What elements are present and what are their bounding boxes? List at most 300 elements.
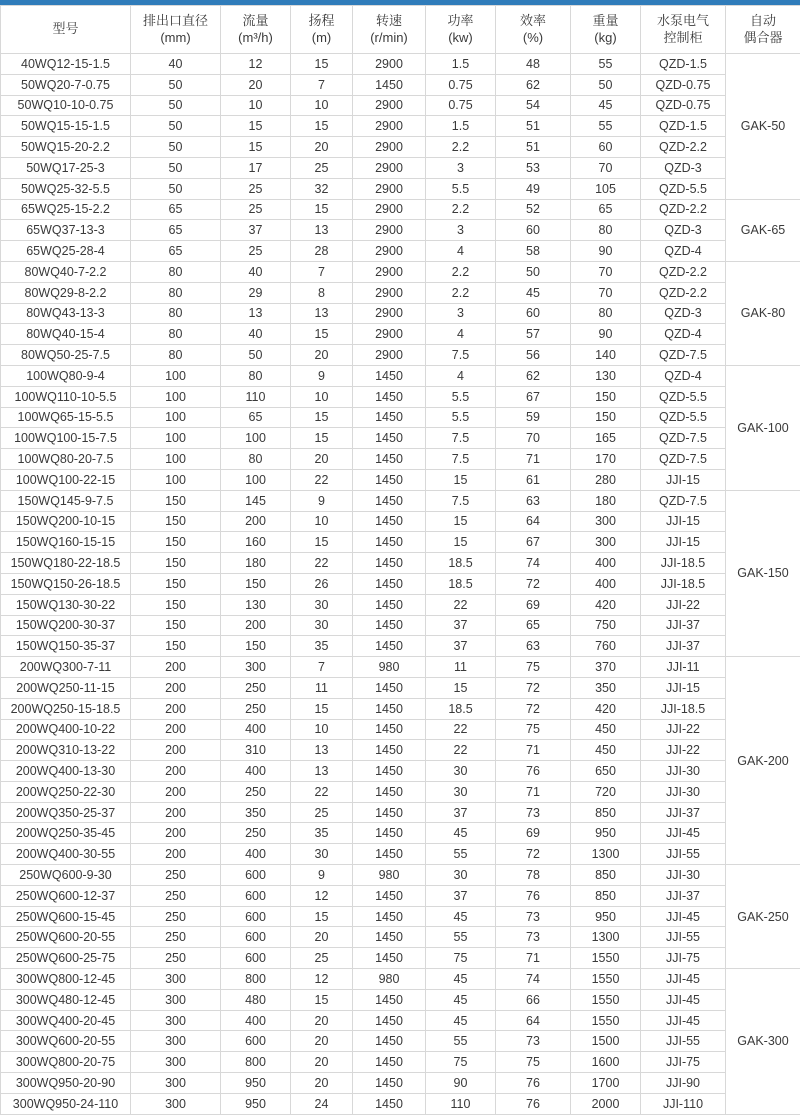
table-row bbox=[1, 1031, 800, 1052]
cell-flow: 400 bbox=[221, 1010, 291, 1031]
cell-diameter: 200 bbox=[131, 698, 221, 719]
cell-efficiency: 72 bbox=[496, 677, 571, 698]
table-row bbox=[1, 885, 800, 906]
cell-power: 5.5 bbox=[426, 178, 496, 199]
cell-head: 10 bbox=[291, 511, 353, 532]
table-row bbox=[1, 1052, 800, 1073]
cell-power: 30 bbox=[426, 781, 496, 802]
table-row bbox=[1, 615, 800, 636]
cell-speed: 2900 bbox=[353, 345, 426, 366]
cell-head: 25 bbox=[291, 948, 353, 969]
header-row bbox=[1, 6, 800, 54]
cell-head: 30 bbox=[291, 844, 353, 865]
table-row bbox=[1, 719, 800, 740]
cell-speed: 1450 bbox=[353, 677, 426, 698]
cell-diameter: 65 bbox=[131, 199, 221, 220]
cell-efficiency: 71 bbox=[496, 449, 571, 470]
column-header-coupler: 自动 偶合器 bbox=[726, 6, 800, 54]
cell-cabinet: QZD-3 bbox=[641, 220, 726, 241]
table-row bbox=[1, 490, 800, 511]
cell-power: 2.2 bbox=[426, 282, 496, 303]
cell-weight: 150 bbox=[571, 407, 641, 428]
cell-weight: 90 bbox=[571, 324, 641, 345]
cell-head: 22 bbox=[291, 469, 353, 490]
cell-head: 25 bbox=[291, 157, 353, 178]
cell-model: 200WQ400-30-55 bbox=[1, 844, 131, 865]
cell-diameter: 200 bbox=[131, 802, 221, 823]
cell-flow: 250 bbox=[221, 781, 291, 802]
cell-power: 1.5 bbox=[426, 54, 496, 75]
cell-head: 15 bbox=[291, 428, 353, 449]
cell-power: 55 bbox=[426, 1031, 496, 1052]
cell-efficiency: 75 bbox=[496, 719, 571, 740]
cell-head: 30 bbox=[291, 594, 353, 615]
cell-flow: 400 bbox=[221, 761, 291, 782]
cell-head: 13 bbox=[291, 761, 353, 782]
cell-cabinet: QZD-0.75 bbox=[641, 95, 726, 116]
cell-head: 32 bbox=[291, 178, 353, 199]
cell-model: 200WQ400-10-22 bbox=[1, 719, 131, 740]
cell-cabinet: QZD-2.2 bbox=[641, 199, 726, 220]
cell-model: 200WQ300-7-11 bbox=[1, 657, 131, 678]
cell-head: 9 bbox=[291, 865, 353, 886]
cell-model: 65WQ25-28-4 bbox=[1, 241, 131, 262]
cell-speed: 1450 bbox=[353, 636, 426, 657]
table-row bbox=[1, 677, 800, 698]
table-row bbox=[1, 698, 800, 719]
cell-power: 4 bbox=[426, 324, 496, 345]
cell-cabinet: JJI-30 bbox=[641, 781, 726, 802]
cell-efficiency: 60 bbox=[496, 220, 571, 241]
cell-diameter: 80 bbox=[131, 282, 221, 303]
cell-efficiency: 75 bbox=[496, 657, 571, 678]
cell-efficiency: 69 bbox=[496, 594, 571, 615]
cell-speed: 1450 bbox=[353, 532, 426, 553]
cell-coupler-group: GAK-100 bbox=[726, 365, 800, 490]
cell-efficiency: 56 bbox=[496, 345, 571, 366]
cell-efficiency: 78 bbox=[496, 865, 571, 886]
cell-cabinet: JJI-45 bbox=[641, 906, 726, 927]
table-row bbox=[1, 54, 800, 75]
cell-flow: 600 bbox=[221, 948, 291, 969]
cell-model: 50WQ10-10-0.75 bbox=[1, 95, 131, 116]
cell-power: 22 bbox=[426, 740, 496, 761]
cell-efficiency: 49 bbox=[496, 178, 571, 199]
table-row bbox=[1, 178, 800, 199]
table-row bbox=[1, 989, 800, 1010]
cell-weight: 720 bbox=[571, 781, 641, 802]
cell-cabinet: QZD-7.5 bbox=[641, 449, 726, 470]
cell-power: 7.5 bbox=[426, 428, 496, 449]
cell-head: 12 bbox=[291, 969, 353, 990]
column-header-cabinet: 水泵电气 控制柜 bbox=[641, 6, 726, 54]
table-row bbox=[1, 449, 800, 470]
cell-head: 15 bbox=[291, 407, 353, 428]
cell-head: 11 bbox=[291, 677, 353, 698]
cell-diameter: 80 bbox=[131, 345, 221, 366]
cell-head: 20 bbox=[291, 1052, 353, 1073]
cell-coupler-group: GAK-250 bbox=[726, 865, 800, 969]
cell-speed: 2900 bbox=[353, 178, 426, 199]
cell-efficiency: 76 bbox=[496, 1073, 571, 1094]
table-row bbox=[1, 1073, 800, 1094]
table-row bbox=[1, 469, 800, 490]
cell-power: 45 bbox=[426, 989, 496, 1010]
cell-cabinet: QZD-5.5 bbox=[641, 386, 726, 407]
cell-cabinet: QZD-2.2 bbox=[641, 261, 726, 282]
cell-efficiency: 74 bbox=[496, 553, 571, 574]
table-row bbox=[1, 844, 800, 865]
cell-cabinet: JJI-18.5 bbox=[641, 698, 726, 719]
cell-efficiency: 72 bbox=[496, 698, 571, 719]
cell-speed: 2900 bbox=[353, 95, 426, 116]
cell-flow: 800 bbox=[221, 1052, 291, 1073]
column-header-power: 功率 (kw) bbox=[426, 6, 496, 54]
cell-efficiency: 71 bbox=[496, 781, 571, 802]
cell-efficiency: 58 bbox=[496, 241, 571, 262]
cell-weight: 70 bbox=[571, 157, 641, 178]
table-row bbox=[1, 282, 800, 303]
cell-speed: 1450 bbox=[353, 1031, 426, 1052]
cell-flow: 25 bbox=[221, 241, 291, 262]
cell-speed: 2900 bbox=[353, 220, 426, 241]
cell-model: 50WQ15-20-2.2 bbox=[1, 137, 131, 158]
cell-flow: 310 bbox=[221, 740, 291, 761]
cell-coupler-group: GAK-200 bbox=[726, 657, 800, 865]
cell-power: 37 bbox=[426, 615, 496, 636]
cell-cabinet: QZD-5.5 bbox=[641, 407, 726, 428]
cell-power: 45 bbox=[426, 823, 496, 844]
cell-head: 13 bbox=[291, 303, 353, 324]
cell-flow: 350 bbox=[221, 802, 291, 823]
cell-efficiency: 48 bbox=[496, 54, 571, 75]
cell-weight: 750 bbox=[571, 615, 641, 636]
cell-cabinet: JJI-22 bbox=[641, 594, 726, 615]
cell-flow: 29 bbox=[221, 282, 291, 303]
cell-efficiency: 74 bbox=[496, 969, 571, 990]
cell-model: 80WQ40-7-2.2 bbox=[1, 261, 131, 282]
cell-weight: 130 bbox=[571, 365, 641, 386]
cell-weight: 55 bbox=[571, 116, 641, 137]
cell-head: 20 bbox=[291, 927, 353, 948]
cell-model: 300WQ950-24-110 bbox=[1, 1093, 131, 1114]
cell-speed: 1450 bbox=[353, 948, 426, 969]
cell-power: 2.2 bbox=[426, 137, 496, 158]
cell-diameter: 50 bbox=[131, 137, 221, 158]
column-header-diameter: 排出口直径 (mm) bbox=[131, 6, 221, 54]
cell-head: 20 bbox=[291, 345, 353, 366]
cell-efficiency: 62 bbox=[496, 74, 571, 95]
cell-head: 15 bbox=[291, 698, 353, 719]
cell-speed: 1450 bbox=[353, 449, 426, 470]
cell-diameter: 200 bbox=[131, 761, 221, 782]
cell-speed: 2900 bbox=[353, 157, 426, 178]
cell-weight: 70 bbox=[571, 282, 641, 303]
column-header-speed: 转速 (r/min) bbox=[353, 6, 426, 54]
cell-head: 22 bbox=[291, 553, 353, 574]
table-row bbox=[1, 95, 800, 116]
cell-flow: 600 bbox=[221, 906, 291, 927]
cell-diameter: 200 bbox=[131, 844, 221, 865]
cell-efficiency: 57 bbox=[496, 324, 571, 345]
cell-diameter: 300 bbox=[131, 1031, 221, 1052]
cell-flow: 25 bbox=[221, 178, 291, 199]
cell-cabinet: JJI-90 bbox=[641, 1073, 726, 1094]
cell-power: 37 bbox=[426, 802, 496, 823]
cell-flow: 145 bbox=[221, 490, 291, 511]
cell-cabinet: JJI-45 bbox=[641, 969, 726, 990]
cell-cabinet: JJI-18.5 bbox=[641, 553, 726, 574]
cell-head: 15 bbox=[291, 532, 353, 553]
cell-speed: 980 bbox=[353, 865, 426, 886]
cell-power: 55 bbox=[426, 927, 496, 948]
cell-diameter: 300 bbox=[131, 1052, 221, 1073]
column-header-head: 扬程 (m) bbox=[291, 6, 353, 54]
cell-flow: 100 bbox=[221, 469, 291, 490]
table-row bbox=[1, 594, 800, 615]
cell-efficiency: 60 bbox=[496, 303, 571, 324]
cell-cabinet: JJI-15 bbox=[641, 511, 726, 532]
cell-weight: 1700 bbox=[571, 1073, 641, 1094]
cell-weight: 180 bbox=[571, 490, 641, 511]
cell-efficiency: 52 bbox=[496, 199, 571, 220]
cell-model: 80WQ50-25-7.5 bbox=[1, 345, 131, 366]
cell-speed: 1450 bbox=[353, 490, 426, 511]
cell-head: 12 bbox=[291, 885, 353, 906]
cell-efficiency: 75 bbox=[496, 1052, 571, 1073]
table-row bbox=[1, 657, 800, 678]
cell-flow: 100 bbox=[221, 428, 291, 449]
cell-power: 3 bbox=[426, 220, 496, 241]
cell-flow: 800 bbox=[221, 969, 291, 990]
cell-flow: 20 bbox=[221, 74, 291, 95]
cell-power: 5.5 bbox=[426, 386, 496, 407]
cell-diameter: 300 bbox=[131, 969, 221, 990]
table-row bbox=[1, 157, 800, 178]
cell-efficiency: 73 bbox=[496, 802, 571, 823]
cell-model: 150WQ130-30-22 bbox=[1, 594, 131, 615]
cell-efficiency: 67 bbox=[496, 532, 571, 553]
cell-speed: 1450 bbox=[353, 989, 426, 1010]
cell-power: 7.5 bbox=[426, 345, 496, 366]
cell-speed: 1450 bbox=[353, 386, 426, 407]
cell-speed: 1450 bbox=[353, 885, 426, 906]
cell-head: 15 bbox=[291, 54, 353, 75]
cell-cabinet: QZD-7.5 bbox=[641, 490, 726, 511]
cell-diameter: 80 bbox=[131, 303, 221, 324]
cell-weight: 650 bbox=[571, 761, 641, 782]
cell-diameter: 250 bbox=[131, 927, 221, 948]
column-header-efficiency: 效率 (%) bbox=[496, 6, 571, 54]
cell-model: 200WQ250-22-30 bbox=[1, 781, 131, 802]
cell-flow: 65 bbox=[221, 407, 291, 428]
cell-model: 100WQ110-10-5.5 bbox=[1, 386, 131, 407]
cell-model: 100WQ100-22-15 bbox=[1, 469, 131, 490]
cell-flow: 50 bbox=[221, 345, 291, 366]
cell-cabinet: QZD-2.2 bbox=[641, 137, 726, 158]
cell-speed: 1450 bbox=[353, 719, 426, 740]
cell-diameter: 100 bbox=[131, 449, 221, 470]
cell-cabinet: JJI-55 bbox=[641, 927, 726, 948]
cell-speed: 1450 bbox=[353, 615, 426, 636]
cell-flow: 400 bbox=[221, 719, 291, 740]
cell-coupler-group: GAK-50 bbox=[726, 54, 800, 200]
cell-flow: 480 bbox=[221, 989, 291, 1010]
cell-weight: 1300 bbox=[571, 927, 641, 948]
cell-diameter: 100 bbox=[131, 365, 221, 386]
cell-head: 9 bbox=[291, 365, 353, 386]
cell-speed: 2900 bbox=[353, 282, 426, 303]
table-row bbox=[1, 802, 800, 823]
cell-cabinet: JJI-37 bbox=[641, 615, 726, 636]
cell-weight: 170 bbox=[571, 449, 641, 470]
cell-weight: 55 bbox=[571, 54, 641, 75]
cell-weight: 45 bbox=[571, 95, 641, 116]
cell-power: 75 bbox=[426, 948, 496, 969]
cell-head: 7 bbox=[291, 261, 353, 282]
cell-model: 250WQ600-20-55 bbox=[1, 927, 131, 948]
cell-diameter: 80 bbox=[131, 261, 221, 282]
cell-power: 0.75 bbox=[426, 95, 496, 116]
cell-model: 250WQ600-9-30 bbox=[1, 865, 131, 886]
cell-speed: 2900 bbox=[353, 54, 426, 75]
cell-cabinet: QZD-1.5 bbox=[641, 116, 726, 137]
cell-model: 50WQ20-7-0.75 bbox=[1, 74, 131, 95]
cell-weight: 420 bbox=[571, 594, 641, 615]
cell-power: 2.2 bbox=[426, 199, 496, 220]
cell-flow: 15 bbox=[221, 116, 291, 137]
cell-diameter: 150 bbox=[131, 490, 221, 511]
cell-head: 10 bbox=[291, 386, 353, 407]
cell-diameter: 100 bbox=[131, 407, 221, 428]
cell-weight: 165 bbox=[571, 428, 641, 449]
table-row bbox=[1, 781, 800, 802]
cell-weight: 105 bbox=[571, 178, 641, 199]
cell-coupler-group: GAK-150 bbox=[726, 490, 800, 656]
cell-power: 45 bbox=[426, 906, 496, 927]
cell-coupler-group: GAK-65 bbox=[726, 199, 800, 261]
cell-speed: 1450 bbox=[353, 365, 426, 386]
cell-model: 300WQ400-20-45 bbox=[1, 1010, 131, 1031]
cell-weight: 1550 bbox=[571, 989, 641, 1010]
cell-power: 15 bbox=[426, 677, 496, 698]
cell-efficiency: 72 bbox=[496, 844, 571, 865]
cell-diameter: 200 bbox=[131, 823, 221, 844]
cell-diameter: 50 bbox=[131, 116, 221, 137]
cell-flow: 600 bbox=[221, 885, 291, 906]
cell-cabinet: QZD-7.5 bbox=[641, 428, 726, 449]
column-header-model: 型号 bbox=[1, 6, 131, 54]
table-row bbox=[1, 407, 800, 428]
table-row bbox=[1, 636, 800, 657]
cell-head: 30 bbox=[291, 615, 353, 636]
cell-head: 28 bbox=[291, 241, 353, 262]
cell-efficiency: 63 bbox=[496, 490, 571, 511]
table-row bbox=[1, 969, 800, 990]
cell-flow: 250 bbox=[221, 677, 291, 698]
cell-model: 150WQ180-22-18.5 bbox=[1, 553, 131, 574]
cell-model: 300WQ600-20-55 bbox=[1, 1031, 131, 1052]
table-row bbox=[1, 199, 800, 220]
table-row bbox=[1, 573, 800, 594]
cell-cabinet: JJI-55 bbox=[641, 1031, 726, 1052]
cell-power: 5.5 bbox=[426, 407, 496, 428]
cell-cabinet: JJI-45 bbox=[641, 823, 726, 844]
cell-speed: 1450 bbox=[353, 698, 426, 719]
cell-power: 37 bbox=[426, 885, 496, 906]
cell-flow: 600 bbox=[221, 865, 291, 886]
cell-flow: 600 bbox=[221, 1031, 291, 1052]
cell-flow: 950 bbox=[221, 1093, 291, 1114]
cell-speed: 1450 bbox=[353, 761, 426, 782]
cell-cabinet: JJI-110 bbox=[641, 1093, 726, 1114]
table-row bbox=[1, 324, 800, 345]
cell-model: 150WQ150-26-18.5 bbox=[1, 573, 131, 594]
cell-speed: 2900 bbox=[353, 241, 426, 262]
cell-speed: 2900 bbox=[353, 116, 426, 137]
cell-cabinet: QZD-5.5 bbox=[641, 178, 726, 199]
table-row bbox=[1, 1093, 800, 1114]
cell-cabinet: JJI-11 bbox=[641, 657, 726, 678]
cell-head: 15 bbox=[291, 906, 353, 927]
cell-model: 80WQ43-13-3 bbox=[1, 303, 131, 324]
cell-diameter: 250 bbox=[131, 906, 221, 927]
cell-cabinet: QZD-4 bbox=[641, 241, 726, 262]
cell-weight: 1500 bbox=[571, 1031, 641, 1052]
cell-diameter: 250 bbox=[131, 885, 221, 906]
cell-speed: 1450 bbox=[353, 594, 426, 615]
cell-diameter: 150 bbox=[131, 636, 221, 657]
cell-efficiency: 51 bbox=[496, 116, 571, 137]
cell-power: 1.5 bbox=[426, 116, 496, 137]
cell-efficiency: 61 bbox=[496, 469, 571, 490]
cell-weight: 760 bbox=[571, 636, 641, 657]
cell-head: 26 bbox=[291, 573, 353, 594]
cell-power: 90 bbox=[426, 1073, 496, 1094]
cell-weight: 950 bbox=[571, 906, 641, 927]
cell-coupler-group: GAK-300 bbox=[726, 969, 800, 1115]
cell-diameter: 150 bbox=[131, 573, 221, 594]
cell-head: 13 bbox=[291, 220, 353, 241]
cell-flow: 25 bbox=[221, 199, 291, 220]
table-row bbox=[1, 906, 800, 927]
cell-head: 20 bbox=[291, 1010, 353, 1031]
cell-flow: 150 bbox=[221, 573, 291, 594]
table-row bbox=[1, 1010, 800, 1031]
table-row bbox=[1, 386, 800, 407]
cell-flow: 600 bbox=[221, 927, 291, 948]
cell-efficiency: 69 bbox=[496, 823, 571, 844]
cell-speed: 1450 bbox=[353, 906, 426, 927]
cell-cabinet: JJI-45 bbox=[641, 1010, 726, 1031]
cell-flow: 40 bbox=[221, 261, 291, 282]
cell-model: 100WQ80-20-7.5 bbox=[1, 449, 131, 470]
cell-flow: 37 bbox=[221, 220, 291, 241]
cell-model: 40WQ12-15-1.5 bbox=[1, 54, 131, 75]
table-row bbox=[1, 428, 800, 449]
cell-model: 50WQ25-32-5.5 bbox=[1, 178, 131, 199]
table-row bbox=[1, 137, 800, 158]
cell-head: 22 bbox=[291, 781, 353, 802]
cell-diameter: 200 bbox=[131, 677, 221, 698]
cell-speed: 1450 bbox=[353, 1010, 426, 1031]
cell-power: 55 bbox=[426, 844, 496, 865]
cell-coupler-group: GAK-80 bbox=[726, 261, 800, 365]
cell-speed: 1450 bbox=[353, 927, 426, 948]
cell-speed: 1450 bbox=[353, 844, 426, 865]
cell-diameter: 150 bbox=[131, 511, 221, 532]
cell-speed: 1450 bbox=[353, 74, 426, 95]
